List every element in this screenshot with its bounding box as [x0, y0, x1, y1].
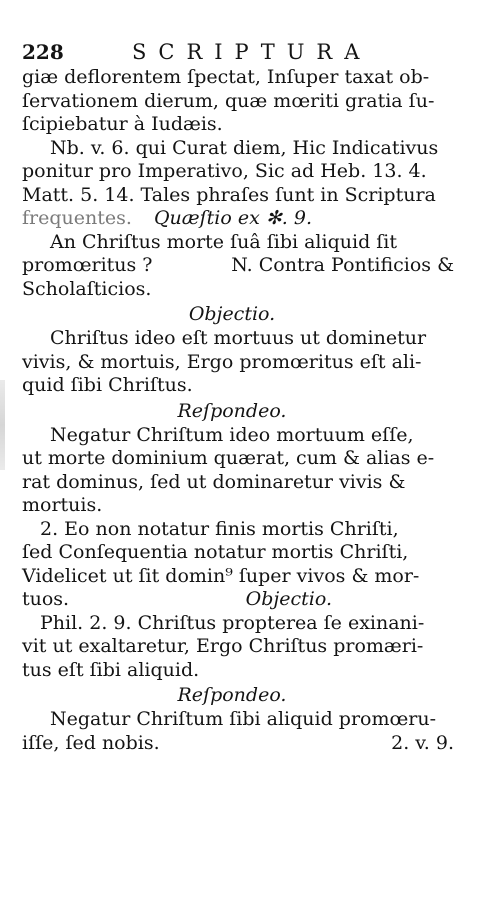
text-line: ut morte dominium quærat, cum & alias e- [22, 447, 435, 469]
response-heading: Reſpondeo. [177, 684, 287, 706]
text-line: Videlicet ut ſit domin⁹ ſuper vivos & mor- [22, 564, 420, 587]
text-line: ſervationem dierum, quæ mœriti gratia ſu- [22, 89, 435, 112]
text-fragment: iſſe, ſed nobis. [22, 731, 160, 754]
text-line: Chriſtus ideo eſt mortuus ut dominetur [50, 327, 427, 349]
text-line: Phil. 2. 9. Chriſtus propterea ſe exinani- [40, 611, 425, 634]
text-line: Scholaſticios. [22, 277, 152, 300]
text-line: ſed Conſequentia notatur mortis Chriſti, [22, 541, 409, 563]
objection-heading: Objectio. [245, 588, 332, 610]
text-fragment: frequentes. [22, 207, 132, 229]
text-line: Matt. 5. 14. Tales phraſes ſunt in Scriptura [22, 183, 436, 206]
text-line: ſcipiebatur à Iudæis. [22, 113, 223, 135]
page-number: 228 [22, 40, 64, 64]
text-line: 2. Eo non notatur finis mortis Chriſti, [40, 517, 399, 540]
text-line: Nb. v. 6. qui Curat diem, Hic Indicativus [50, 136, 439, 159]
text-line: An Chriſtus morte ſuâ ſibi aliquid ſit [50, 230, 398, 253]
running-head: SCRIPTURA [132, 40, 372, 64]
text-fragment: promœritus ? [22, 254, 153, 276]
text-line: giæ deflorentem ſpectat, Inſuper taxat ob- [22, 66, 430, 88]
text-line: Negatur Chriſtum ſibi aliquid promœru- [50, 708, 437, 730]
body-text [22, 66, 462, 755]
text-line: tus eſt ſibi aliquid. [22, 658, 200, 681]
text-line-split [22, 588, 462, 612]
text-line-split [22, 732, 462, 756]
response-heading: Reſpondeo. [177, 399, 287, 422]
catchword: 2. v. 9. [391, 731, 454, 754]
text-line: quid ſibi Chriſtus. [22, 374, 193, 396]
text-line: ponitur pro Imperativo, Sic ad Heb. 13. 4. [22, 160, 427, 182]
text-line: rat dominus, ſed ut dominaretur vivis & [22, 470, 406, 493]
text-line-split [22, 254, 462, 278]
question-heading: Quæſtio ex ✻. 9. [153, 207, 312, 229]
text-line: mortuis. [22, 494, 103, 516]
text-line: vit ut exaltaretur, Ergo Chriſtus promæri- [22, 635, 424, 657]
text-line: vivis, & mortuis, Ergo promœritus eſt ali- [22, 350, 422, 373]
text-line: Negatur Chriſtum ideo mortuum eſſe, [50, 423, 414, 446]
text-line-split [22, 207, 462, 231]
scan-shadow [0, 380, 5, 470]
objection-heading: Objectio. [188, 303, 276, 325]
text-fragment: tuos. [22, 588, 70, 610]
text-fragment: N. Contra Pontificios & [231, 254, 454, 276]
